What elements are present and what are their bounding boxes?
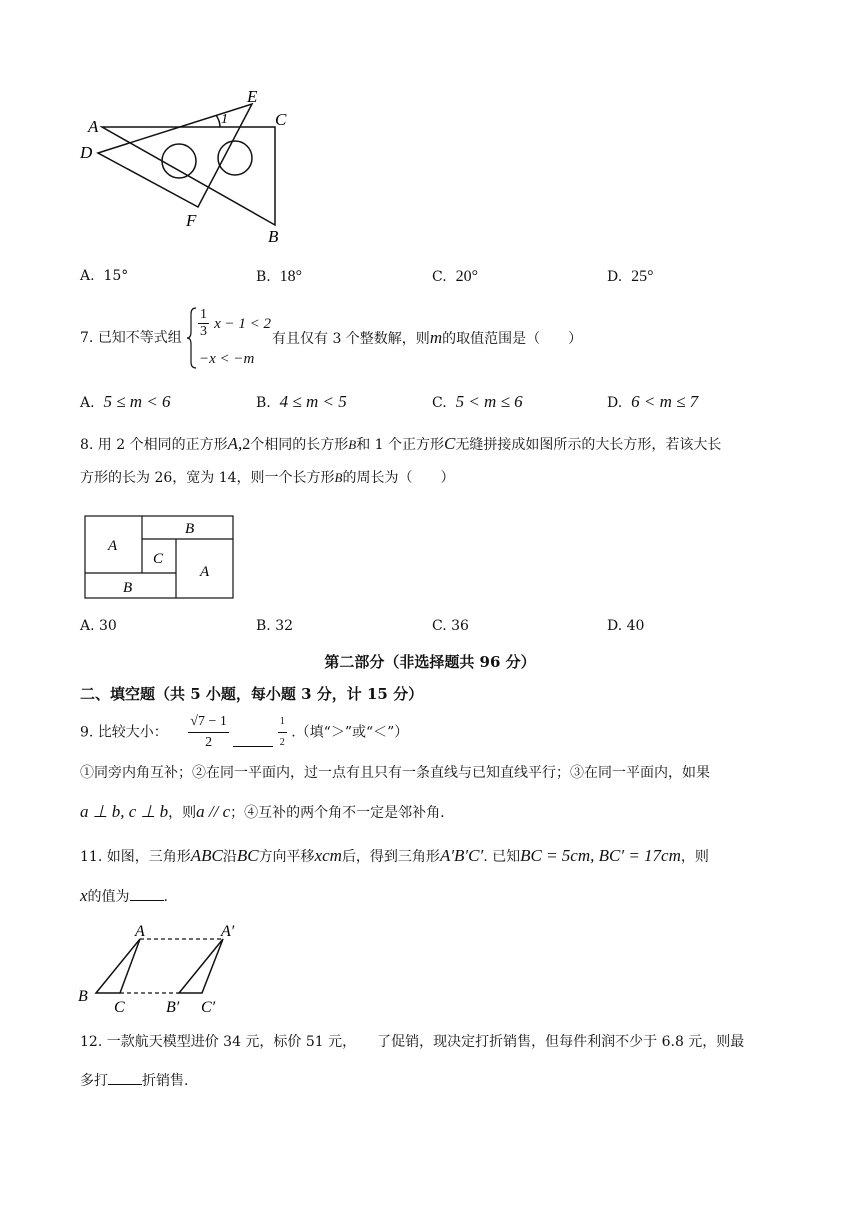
q8-option-c: C. 36 (432, 618, 469, 634)
q6-option-d: D. 25° (607, 268, 654, 285)
label-1: 1 (221, 112, 228, 127)
q9: 9. 比较大小： $\frac{√7 - 1}{2}$ $\frac{1}{2}$ .（填“＞”或“＜”） (80, 714, 409, 750)
rect-label-A-2: A (200, 564, 210, 580)
tlabel-A: A (135, 923, 145, 940)
q7-brace (186, 306, 198, 370)
q7-suffix: 有且仅有 3 个整数解，则m的取值范围是（ ） (272, 328, 583, 347)
q7-option-c: C. 5 < m ≤ 6 (432, 392, 523, 411)
q8-line-2: 方形的长为 26，宽为 14，则一个长方形B的周长为（ ） (80, 470, 455, 486)
q12-answer-blank[interactable] (108, 1070, 142, 1085)
circle-left (162, 144, 196, 178)
translation-figure (74, 920, 274, 1018)
triangle-ABC (96, 939, 140, 993)
label-D: D (80, 143, 93, 162)
label-E: E (247, 87, 258, 106)
angle-1-arc (216, 115, 220, 127)
q11-line-1: 11. 如图，三角形ABC沿BC方向平移xcm后，得到三角形A′B′C′. 已知BC = 5cm, BC′ = 17cm，则 (80, 846, 709, 865)
rect-label-A-1: A (108, 538, 118, 554)
triangle-DEF (98, 104, 252, 207)
q7-option-d: D. 6 < m ≤ 7 (607, 392, 699, 411)
q12-line-1: 12. 一款航天模型进价 34 元，标价 51 元， 了促销，现决定打折销售，但每件利润不少于 6.8 元，则最 (80, 1034, 745, 1050)
q7-prefix: 7. 已知不等式组 (80, 330, 182, 346)
q7-option-b: B. 4 ≤ m < 5 (256, 392, 347, 411)
tlabel-C: C (114, 999, 125, 1016)
q11-line-2: x的值为 . (80, 886, 168, 905)
q12-line-2: 多打 折销售. (80, 1070, 188, 1091)
q9-answer-blank[interactable] (233, 732, 273, 747)
rectangle-tiling-figure (84, 515, 236, 601)
triangle-A2B2C2 (179, 939, 223, 993)
q6-option-b: B. 18° (256, 268, 303, 285)
q7-option-a: A. 5 ≤ m < 6 (80, 392, 171, 411)
tlabel-B-prime: B′ (166, 999, 180, 1016)
q7-inequality-2: −x < −m (199, 351, 255, 367)
q8-option-d: D. 40 (607, 618, 645, 634)
label-F: F (186, 211, 197, 230)
q10-line-2: a ⊥ b, c ⊥ b，则a // c；④互补的两个角不一定是邻补角. (80, 802, 445, 821)
tlabel-A-prime: A′ (221, 923, 235, 940)
triangles-figure (70, 85, 300, 250)
q8-option-a: A. 30 (80, 618, 117, 634)
q8-option-b: B. 32 (256, 618, 294, 634)
label-A: A (88, 117, 99, 136)
label-B: B (268, 227, 279, 246)
rect-label-B-1: B (185, 521, 195, 537)
tlabel-B: B (78, 988, 88, 1005)
q7-inequality-1: $\frac{1}{3}$ x − 1 < 2 (200, 307, 271, 339)
part-2-title: 第二部分（非选择题共 96 分） (324, 653, 536, 671)
q6-option-c: C. 20° (432, 268, 478, 285)
q11-answer-blank[interactable] (130, 886, 164, 901)
q8-line-1: 8. 用 2 个相同的正方形A,2个相同的长方形B和 1 个正方形C无缝拼接成如图所示的大长方形，若该大长 (80, 434, 722, 453)
rect-label-C: C (153, 551, 164, 567)
q6-option-a: A. 15° (80, 268, 129, 284)
rect-label-B-2: B (123, 580, 133, 596)
tlabel-C-prime: C′ (201, 999, 216, 1016)
section-2-title: 二、填空题（共 5 小题，每小题 3 分，计 15 分） (80, 685, 424, 703)
q10-line-1: ①同旁内角互补；②在同一平面内，过一点有且只有一条直线与已知直线平行；③在同一平面内，如果 (80, 765, 710, 781)
label-C: C (275, 110, 287, 129)
